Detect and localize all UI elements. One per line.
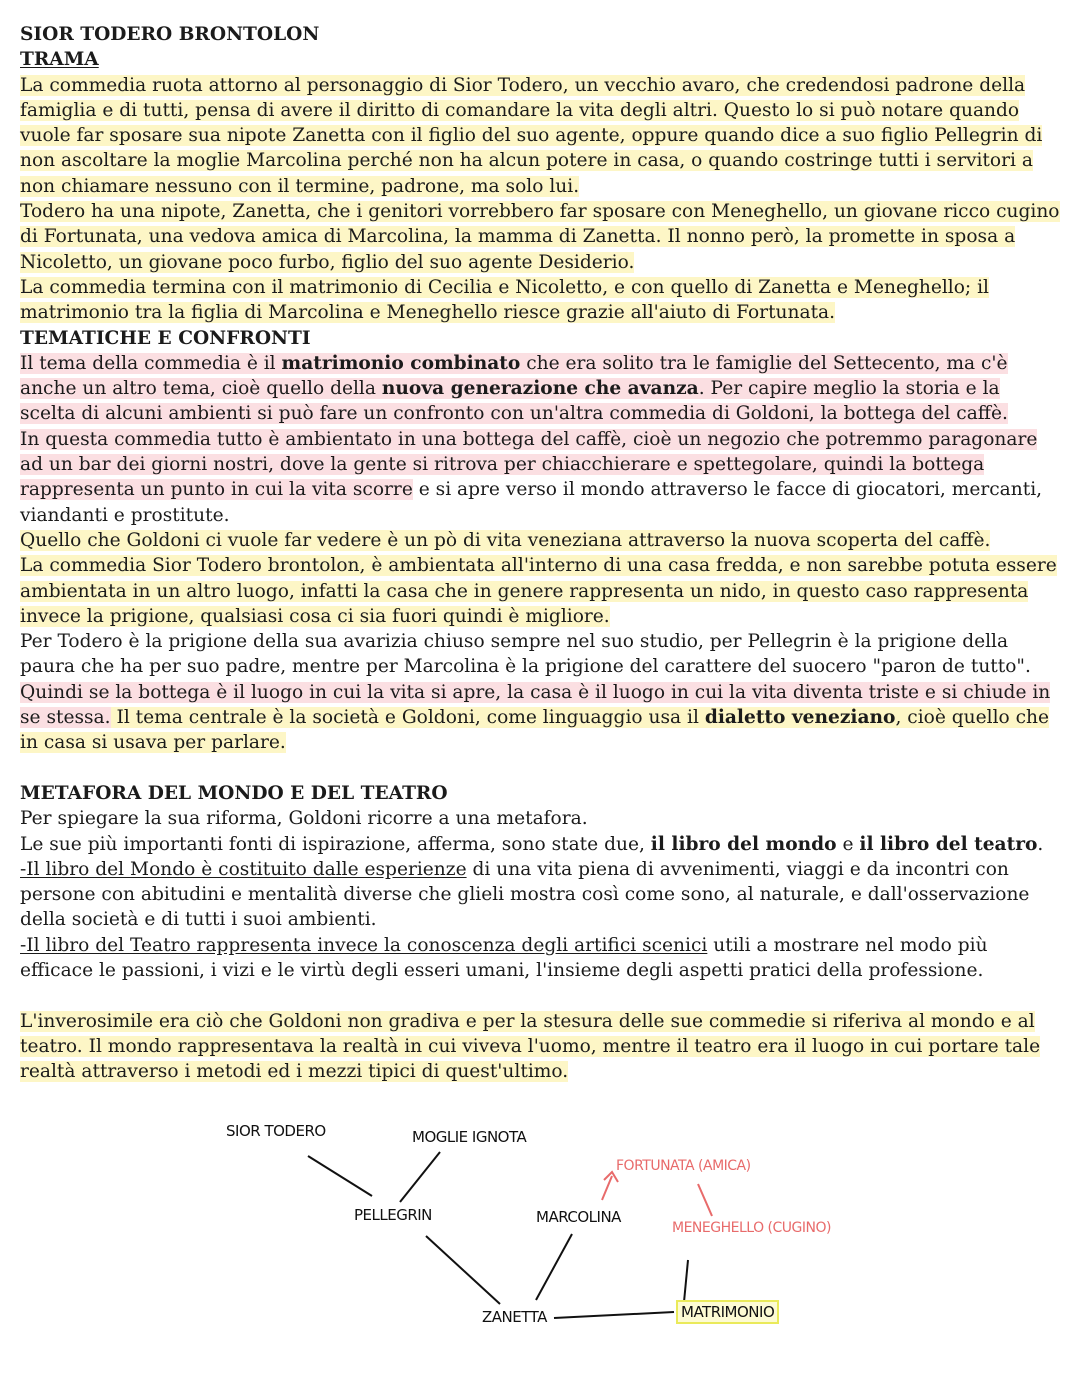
- label-meneghello: MENEGHELLO (CUGINO): [672, 1220, 831, 1236]
- doc-title: SIOR TODERO BRONTOLON: [20, 24, 320, 45]
- line-zanetta-matrimonio: [554, 1312, 674, 1318]
- line-todero-pellegrin: [308, 1156, 372, 1196]
- label-moglie-ignota: MOGLIE IGNOTA: [412, 1128, 527, 1146]
- label-pellegrin: PELLEGRIN: [354, 1206, 432, 1224]
- label-marcolina: MARCOLINA: [536, 1208, 621, 1226]
- tematiche-paragraph-5: Per Todero è la prigione della sua avarizia chiuso sempre nel suo studio, per Pellegrin è la prigione della paura che ha per suo padre, mentre per Marcolina è la prigione del carattere del suocero "paron de tutto".: [20, 631, 1031, 678]
- metafora-paragraph-3: -Il libro del Mondo è costituito dalle esperienze di una vita piena di avvenimenti, viaggi e da incontri con persone con abitudini e mentalità diverse che glieli mostra così come sono, al naturale, e dall'osservazione della società e di tutti i suoi ambienti.: [20, 858, 1030, 931]
- metafora-paragraph-2: Le sue più importanti fonti di ispirazione, afferma, sono state due, il libro del mondo e il libro del teatro.: [20, 833, 1044, 855]
- line-moglie-pellegrin: [400, 1152, 440, 1202]
- metafora-heading: METAFORA DEL MONDO E DEL TEATRO: [20, 782, 448, 804]
- metafora-paragraph-5: L'inverosimile era ciò che Goldoni non gradiva e per la stesura delle sue commedie si riferiva al mondo e al teatro. Il mondo rappresentava la realtà in cui viveva l'uomo, mentre il teatro era il luogo in cui portare tale realtà attraverso i metodi ed i mezzi tipici di quest'ultimo.: [20, 1010, 1041, 1083]
- trama-heading: TRAMA: [20, 49, 99, 71]
- tematiche-paragraph-6: Quindi se la bottega è il luogo in cui la vita si apre, la casa è il luogo in cui la vita diventa triste e si chiude in se stessa. Il tema centrale è la società e Goldoni, come linguaggio usa il dialetto veneziano, cioè quello che in casa si usava per parlare.: [20, 681, 1051, 754]
- arrow-marcolina-fortunata: [602, 1172, 618, 1200]
- trama-paragraph-2: Todero ha una nipote, Zanetta, che i genitori vorrebbero far sposare con Meneghello, un giovane ricco cugino di Fortunata, una vedova amica di Marcolina, la mamma di Zanetta. Il nonno però, la promette in sposa a Nicoletto, un giovane poco furbo, figlio del suo agente Desiderio.: [20, 201, 1060, 273]
- line-pellegrin-zanetta: [426, 1236, 500, 1304]
- document: [20, 22, 1060, 1084]
- trama-paragraph-1: La commedia ruota attorno al personaggio di Sior Todero, un vecchio avaro, che credendosi padrone della famiglia e di tutti, pensa di avere il diritto di comandare la vita degli altri. Questo lo si può notare quando vuole far sposare sua nipote Zanetta con il figlio del suo agente, oppure quando dice a suo figlio Pellegrin di non ascoltare la moglie Marcolina perché non ha alcun potere in casa, o quando costringe tutti i servitori a non chiamare nessuno con il termine, padrone, ma solo lui.: [20, 74, 1043, 197]
- tematiche-paragraph-3: Quello che Goldoni ci vuole far vedere è un pò di vita veneziana attraverso la nuova scoperta del caffè.: [20, 529, 991, 551]
- label-matrimonio: MATRIMONIO: [676, 1300, 779, 1324]
- line-marcolina-zanetta: [536, 1234, 572, 1300]
- trama-paragraph-3: La commedia termina con il matrimonio di Cecilia e Nicoletto, e con quello di Zanetta e Meneghello; il matrimonio tra la figlia di Marcolina e Meneghello riesce grazie all'aiuto di Fortunata.: [20, 276, 989, 324]
- label-zanetta: ZANETTA: [482, 1308, 547, 1326]
- tematiche-paragraph-4: La commedia Sior Todero brontolon, è ambientata all'interno di una casa fredda, e non sarebbe potuta essere ambientata in un altro luogo, infatti la casa che in genere rappresenta un nido, in questo caso rappresenta invece la prigione, qualsiasi cosa ci sia fuori quindi è migliore.: [20, 555, 1057, 627]
- metafora-paragraph-4: -Il libro del Teatro rappresenta invece la conoscenza degli artifici scenici utili a mostrare nel modo più efficace le passioni, i vizi e le virtù degli esseri umani, l'insieme degli aspetti pratici della professione.: [20, 934, 988, 981]
- character-scheme: [200, 1110, 860, 1360]
- line-meneghello-matrimonio: [684, 1260, 688, 1302]
- label-sior-todero: SIOR TODERO: [226, 1122, 326, 1140]
- tematiche-paragraph-2: In questa commedia tutto è ambientato in una bottega del caffè, cioè un negozio che potremmo paragonare ad un bar dei giorni nostri, dove la gente si ritrova per chiacchierare e spettegolare, quindi la bottega rappresenta un punto in cui la vita scorre e si apre verso il mondo attraverso le facce di giocatori, mercanti, viandanti e prostitute.: [20, 428, 1043, 526]
- tematiche-heading: TEMATICHE E CONFRONTI: [20, 327, 311, 349]
- metafora-paragraph-1: Per spiegare la sua riforma, Goldoni ricorre a una metafora.: [20, 808, 588, 830]
- tematiche-paragraph-1: Il tema della commedia è il matrimonio combinato che era solito tra le famiglie del Settecento, ma c'è anche un altro tema, cioè quello della nuova generazione che avanza. Per capire meglio la storia e la scelta di alcuni ambienti si può fare un confronto con un'altra commedia di Goldoni, la bottega del caffè.: [20, 352, 1008, 425]
- label-fortunata: FORTUNATA (AMICA): [616, 1158, 751, 1174]
- line-fortunata-meneghello: [698, 1184, 712, 1216]
